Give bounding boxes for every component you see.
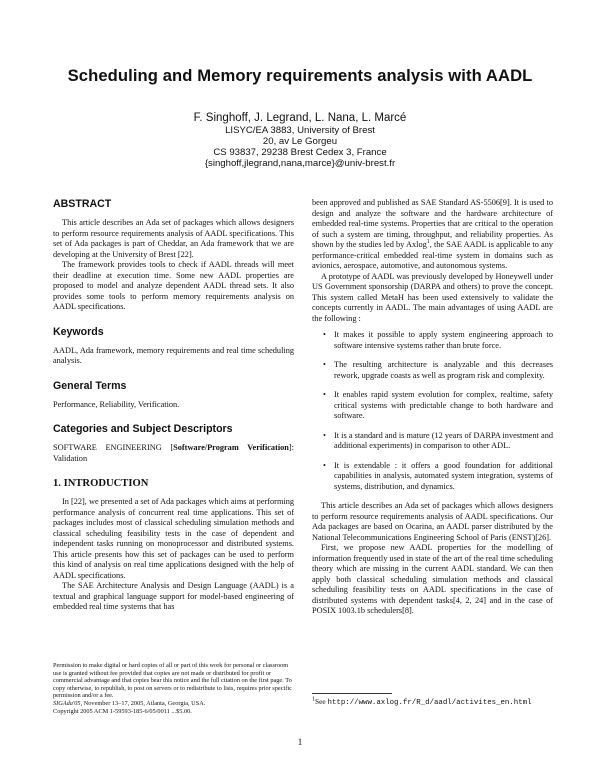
abstract-paragraph: This article describes an Ada set of packages which allows designers to perform resource requirements analysis of AADL specifications. This set of Ada packages is part of Cheddar, an Ada framework that we are developing at the University of Brest [22]. (53, 218, 294, 259)
paper-title: Scheduling and Memory requirements analysis with AADL (67, 66, 533, 85)
list-item (323, 360, 553, 381)
footnote-number: 1 (312, 696, 315, 703)
right-column (312, 198, 553, 617)
permission-notice (53, 662, 294, 715)
general-terms-heading: General Terms (53, 379, 127, 392)
bullet-icon: • (323, 390, 326, 399)
left-column (53, 198, 294, 613)
body-paragraph (312, 198, 553, 272)
bullet-icon: • (323, 360, 326, 369)
categories-bold: Software/Program Verification (173, 443, 289, 452)
body-paragraph: A prototype of AADL was previously developed by Honeywell under US Government sponsorship (DARPA and others) to prove the concept. This system called MetaH has been used extensively to validate the concepts currently in AADL. The main advantages of using AADL are the following : (312, 271, 553, 323)
bullet-icon: • (323, 460, 326, 470)
list-item-text: It enables rapid system evolution for complex, realtime, safety critical systems with predictable change to both hardware and software. (334, 390, 553, 420)
author-names: F. Singhoff, J. Legrand, L. Nana, L. Marcé (193, 112, 407, 124)
categories-text (53, 443, 294, 464)
categories-prefix: SOFTWARE ENGINEERING [ (53, 443, 174, 452)
body-paragraph: This article describes an Ada set of packages which allows designers to perform resource requirements analysis of AADL specifications. Our Ada packages are based on Ocarina, an AADL parser distributed by the National Telecommunications Engineering School of Paris (ENST)[26]. (312, 501, 553, 542)
body-paragraph: First, we propose new AADL properties for the modelling of information frequently used in state of the art of the real time scheduling theory which are missing in the current AADL standard. We can then apply both classical scheduling simulation methods and classical scheduling feasibility tests on AADL specifications in the case of distributed systems with dependent tasks[4, 2, 24] and in the case of POSIX 1003.1b schedulers[8]. (312, 543, 553, 615)
author-block (0, 112, 600, 169)
footnote-marker: 1 (426, 239, 430, 246)
permission-text: Permission to make digital or hard copies of all or part of this work for personal or classroom use is granted without fee provided that copies are not made or distributed for profit or commercial advantage and that copies bear this notice and the full citation on the first page. To copy otherwise, to republish, to post on servers or to redistribute to lists, requires prior specific permission and/or a fee. (53, 662, 292, 700)
introduction-paragraph: In [22], we presented a set of Ada packages which aims at performing performance analysis of concurrent real time applications. This set of packages includes most of classical scheduling simulation methods and classical scheduling feasibility tests in the case of dependent and independent tasks running on monoprocessor and distributed systems. This article presents how this set of packages can be used to perform this kind of analysis on real time applications designed with the help of AADL specifications. (53, 497, 295, 580)
abstract-paragraph: The framework provides tools to check if AADL threads will meet their deadline at execution time. Some new AADL properties are proposed to model and analyze dependent AADL thread sets. It also provides some tools to perform memory requirements analysis on AADL specifications. (53, 260, 294, 311)
list-item (323, 430, 553, 452)
general-terms-text: Performance, Reliability, Verification. (53, 399, 180, 409)
abstract-heading: ABSTRACT (53, 198, 112, 210)
list-item-text: It is extendable : it offers a good foundation for additional capabilities in analysis, automated system integration, systems of systems, distribution, and dynamics. (334, 460, 553, 491)
list-item-text: It makes it possible to apply system engineering approach to software intensive systems rather than brute force. (334, 330, 553, 350)
page-number: 1 (297, 737, 303, 747)
list-item-text: It is a standard and is mature (12 years of DARPA investment and additional experiments) in comparison to other ADL. (334, 430, 553, 450)
advantages-list (312, 330, 553, 492)
list-item (323, 460, 553, 493)
keywords-heading: Keywords (53, 325, 104, 338)
affiliation-line: CS 93837, 29238 Brest Cedex 3, France (213, 147, 387, 159)
keywords-text: AADL, Ada framework, memory requirements and real time scheduling analysis. (53, 345, 294, 365)
copyright-line: Copyright 2005 ACM 1-59593-185-6/05/0011 ...$5.00. (53, 707, 192, 715)
venue-line (53, 700, 294, 708)
footnote-link[interactable]: http://www.axlog.fr/R_d/aadl/activites_en.html (327, 699, 532, 707)
footnote (312, 693, 553, 708)
footnote-text: See (315, 697, 328, 706)
affiliation-line: LISYC/EA 3883, University of Brest (225, 125, 375, 136)
paragraph-text: been approved and published as SAE Standard AS-5506[9]. It is used to design and analyze the software and the hardware architecture of embedded real-time systems. Properties that are critical to the operation of such a system are timing, throughput, and reliability properties. As shown by the studies led by Axlog (312, 198, 553, 249)
list-item-text: The resulting architecture is analyzable and this decreases rework, upgrade coasts as well as program risk and complexity. (334, 360, 553, 380)
list-item (323, 330, 553, 351)
list-item (323, 390, 553, 422)
venue-name: SIGAda'05, (53, 699, 83, 707)
bullet-icon: • (323, 330, 326, 339)
categories-heading: Categories and Subject Descriptors (53, 423, 233, 435)
affiliation-line: 20, av Le Gorgeu (262, 136, 338, 148)
categories-suffix: ]: Validation (53, 443, 294, 463)
author-emails: {singhoff,jlegrand,nana,marce}@univ-brest.fr (204, 158, 396, 170)
venue-details: November 13–17, 2005, Atlanta, Georgia, USA. (82, 699, 206, 707)
footnote-rule (312, 693, 392, 694)
introduction-heading: 1. INTRODUCTION (53, 478, 149, 489)
paragraph-text: , the SAE AADL is applicable to any performance-critical embedded real-time system in domains such as avionics, aerospace, automotive, and autonomous systems. (312, 240, 553, 270)
bullet-icon: • (323, 430, 326, 440)
introduction-paragraph: The SAE Architecture Analysis and Design Language (AADL) is a textual and graphical language support for model-based engineering of embedded real time systems that has (53, 581, 294, 611)
